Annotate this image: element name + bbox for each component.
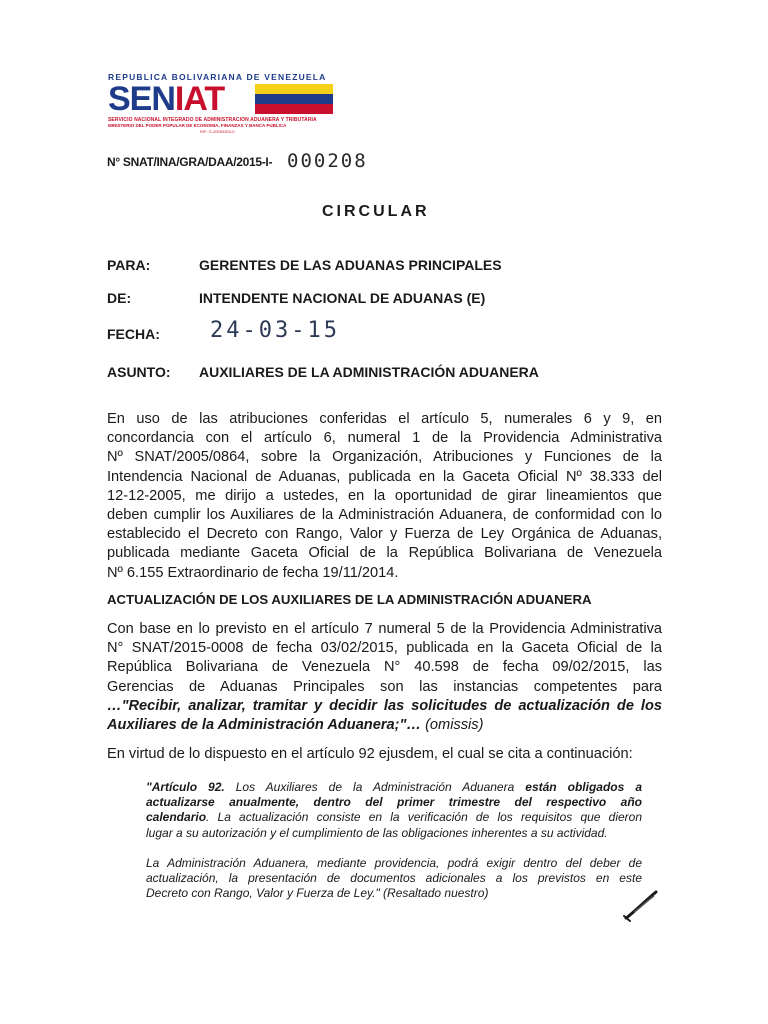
- quote-text: Los Auxiliares de la Administración Aduanera: [224, 780, 526, 794]
- paragraph-line: Nº SNAT/2005/0864, sobre la Organización, Atribuciones y Funciones de la: [107, 449, 662, 466]
- quote-highlight-line: actualizarse anualmente, dentro del primer trimestre del respectivo año: [146, 795, 642, 810]
- flag-stripe-red: [255, 104, 333, 114]
- republic-heading: REPUBLICA BOLIVARIANA DE VENEZUELA: [108, 72, 327, 82]
- logo-rif: RIF: G-20000303-0: [200, 129, 235, 134]
- quote-line: actualización, la presentación de documentos adicionales a los previstos en este: [146, 871, 642, 886]
- paragraph-line: Gerencias de Aduanas Principales son las instancias competentes para: [107, 678, 662, 695]
- asunto-value: AUXILIARES DE LA ADMINISTRACIÓN ADUANERA: [199, 364, 539, 380]
- quote-highlight: calendario: [146, 810, 207, 825]
- paragraph-line: concordancia con el artículo 6, numeral 1 de la Providencia Administrativa: [107, 430, 662, 447]
- paragraph-line: deben cumplir los Auxiliares de la Administración Aduanera, de conformidad con lo: [107, 507, 662, 524]
- quoted-competence-line: …"Recibir, analizar, tramitar y decidir las solicitudes de actualización de los: [107, 697, 662, 714]
- seniat-logo: [108, 80, 224, 119]
- paragraph-line: publicada mediante Gaceta Oficial de la República Bolivariana de Venezuela: [107, 545, 662, 562]
- paragraph-line: N° SNAT/2015-0008 de fecha 03/02/2015, publicada en la Gaceta Oficial de la: [107, 640, 662, 657]
- logo-sen-text: SEN: [108, 80, 175, 118]
- fecha-label: FECHA:: [107, 326, 160, 342]
- logo-ministry: MINISTERIO DEL PODER POPULAR DE ECONOMIA, FINANZAS Y BANCA PUBLICA: [108, 123, 287, 128]
- article-92-quote-continued: [146, 856, 642, 902]
- quote-line: La Administración Aduanera, mediante providencia, podrá exigir dentro del deber de: [146, 856, 642, 870]
- flag-stripe-blue: [255, 94, 333, 104]
- venezuela-flag-icon: [255, 84, 333, 114]
- paragraph-line: En virtud de lo dispuesto en el artículo 92 ejusdem, el cual se cita a continuación:: [107, 746, 633, 762]
- para-value: GERENTES DE LAS ADUANAS PRINCIPALES: [199, 257, 502, 273]
- quoted-competence-end: [107, 716, 662, 735]
- paragraph-line: Con base en lo previsto en el artículo 7 numeral 5 de la Providencia Administrativa: [107, 621, 662, 637]
- quote-line: lugar a su autorización y el cumplimiento de las obligaciones inherentes a su actividad.: [146, 825, 608, 840]
- paragraph-line: 12-12-2005, me dirijo a ustedes, en la oportunidad de girar lineamientos que: [107, 487, 662, 504]
- reference-number: N° SNAT/INA/GRA/DAA/2015-I-: [107, 155, 273, 169]
- para-label: PARA:: [107, 257, 151, 273]
- section-title: ACTUALIZACIÓN DE LOS AUXILIARES DE LA ADMINISTRACIÓN ADUANERA: [107, 592, 592, 607]
- quote-highlight: están obligados a: [525, 780, 642, 794]
- paragraph-line: Intendencia Nacional de Aduanas, publicada en la Gaceta Oficial Nº 38.333 del: [107, 468, 662, 485]
- quote-text: . La actualización consiste en la verificación de los requisitos que dieron: [206, 810, 642, 825]
- paragraph-intro: [107, 410, 662, 583]
- handwritten-initial-mark: [622, 888, 662, 922]
- fecha-value-handwritten: 24-03-15: [210, 318, 340, 343]
- document-title: CIRCULAR: [322, 203, 430, 220]
- paragraph-transition: [107, 745, 662, 764]
- paragraph-basis: [107, 620, 662, 735]
- logo-iat-text: IAT: [174, 80, 225, 118]
- article-92-quote: [146, 780, 642, 841]
- quote-line: Decreto con Rango, Valor y Fuerza de Ley." (Resaltado nuestro): [146, 886, 489, 901]
- paragraph-line: En uso de las atribuciones conferidas el artículo 5, numerales 6 y 9, en: [107, 411, 662, 427]
- reference-handwritten: 000208: [287, 150, 368, 172]
- flag-stripe-yellow: [255, 84, 333, 94]
- de-value: INTENDENTE NACIONAL DE ADUANAS (E): [199, 290, 486, 306]
- paragraph-line: República Bolivariana de Venezuela N° 40.598 de fecha 09/02/2015, las: [107, 659, 662, 676]
- quote-line: [146, 780, 642, 795]
- paragraph-line: establecido el Decreto con Rango, Valor y Fuerza de Ley Orgánica de Aduanas,: [107, 526, 662, 543]
- quote-line: [146, 810, 642, 825]
- asunto-label: ASUNTO:: [107, 364, 171, 380]
- article-ref: "Artículo 92.: [146, 780, 225, 794]
- omissis-text: (omissis): [421, 717, 484, 734]
- quoted-competence-text: Auxiliares de la Administración Aduanera;"…: [107, 717, 422, 734]
- logo-subtitle: SERVICIO NACIONAL INTEGRADO DE ADMINISTRACION ADUANERA Y TRIBUTARIA: [108, 117, 317, 123]
- de-label: DE:: [107, 290, 132, 306]
- paragraph-line: Nº 6.155 Extraordinario de fecha 19/11/2014.: [107, 564, 399, 581]
